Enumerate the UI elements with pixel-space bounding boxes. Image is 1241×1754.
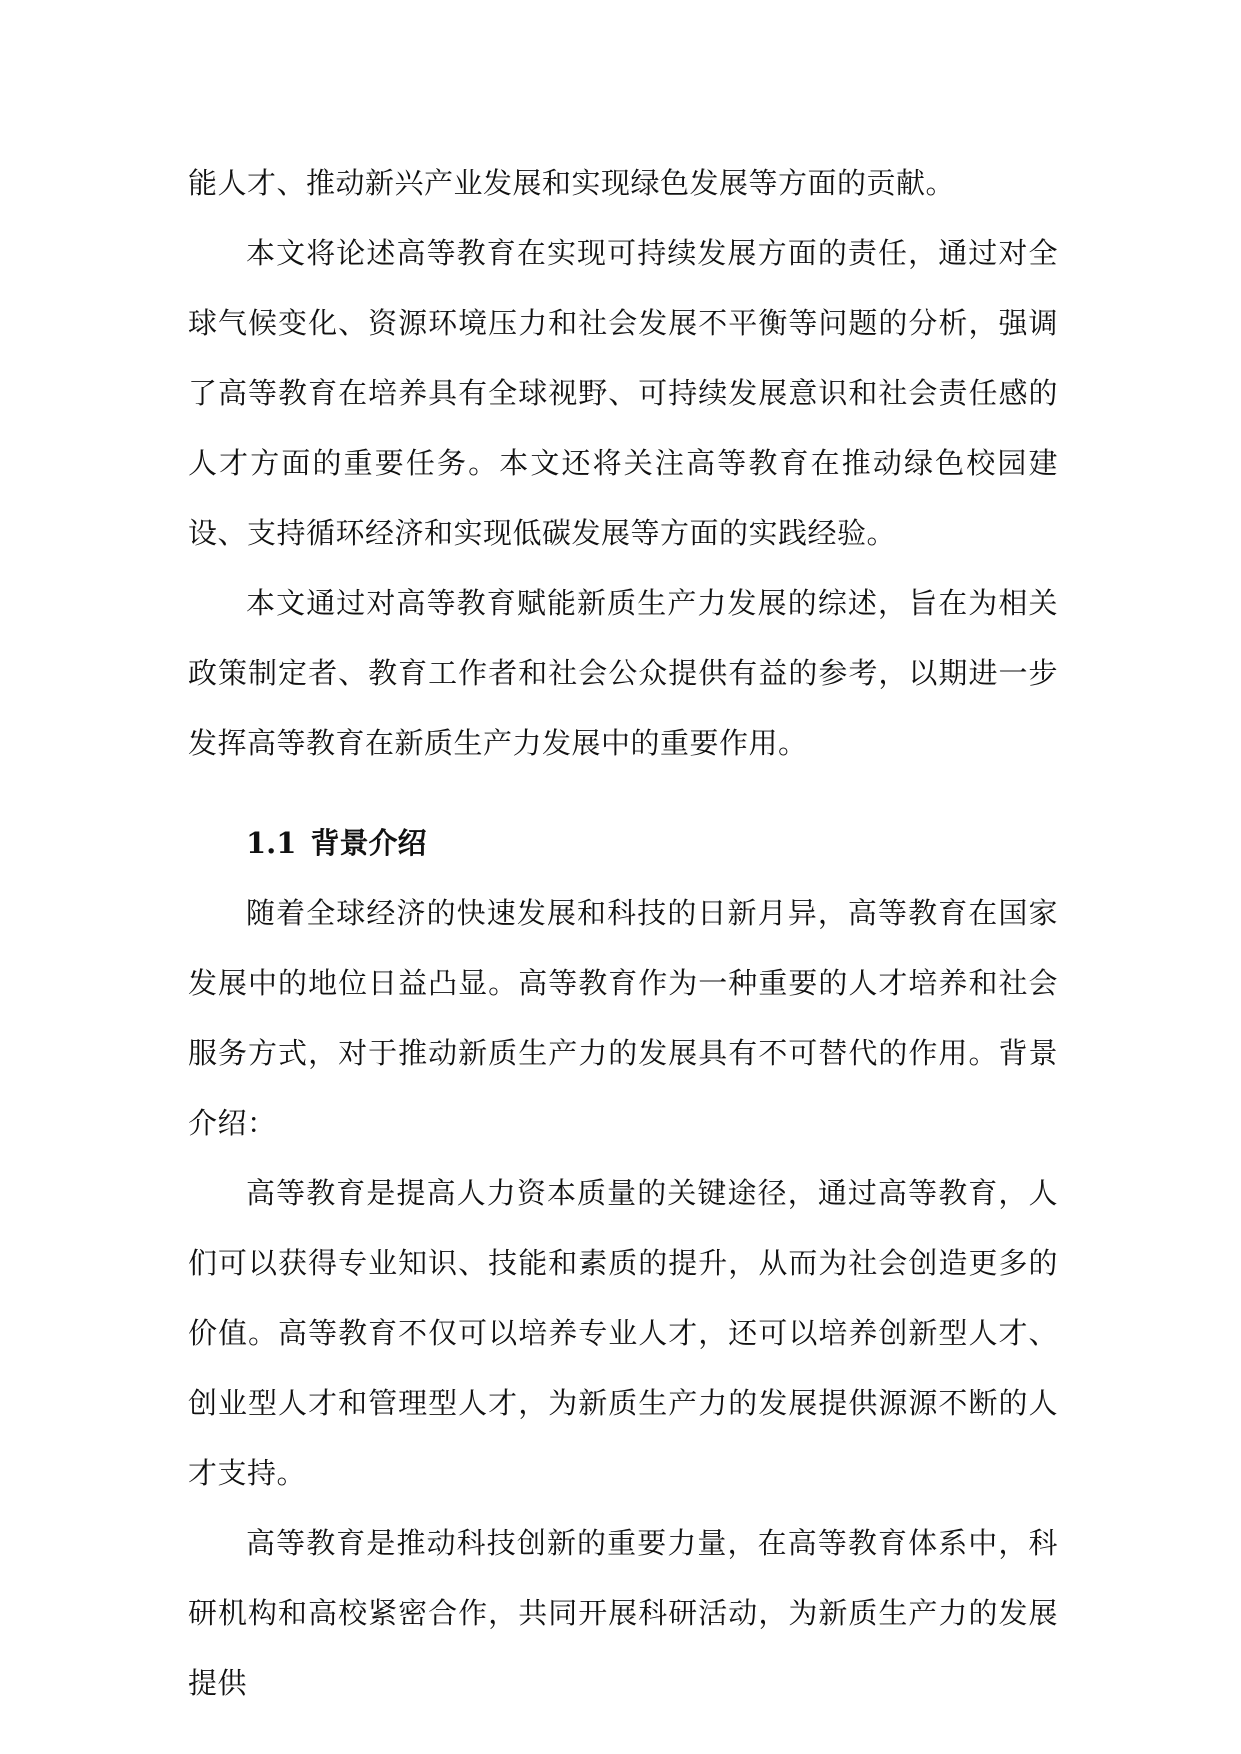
section-heading xyxy=(188,808,1058,878)
paragraph-6: 高等教育是推动科技创新的重要力量，在高等教育体系中，科研机构和高校紧密合作，共同开展科研活动，为新质生产力的发展提供 xyxy=(188,1526,1058,1700)
paragraph-2: 本文将论述高等教育在实现可持续发展方面的责任，通过对全球气候变化、资源环境压力和社会发展不平衡等问题的分析，强调了高等教育在培养具有全球视野、可持续发展意识和社会责任感的人才方面的重要任务。本文还将关注高等教育在推动绿色校园建设、支持循环经济和实现低碳发展等方面的实践经验。 xyxy=(188,236,1058,550)
document-page xyxy=(188,148,1058,1718)
section-number: 1.1 xyxy=(246,826,297,860)
paragraph-4: 随着全球经济的快速发展和科技的日新月异，高等教育在国家发展中的地位日益凸显。高等教育作为一种重要的人才培养和社会服务方式，对于推动新质生产力的发展具有不可替代的作用。背景介绍： xyxy=(188,896,1058,1140)
paragraph-1: 能人才、推动新兴产业发展和实现绿色发展等方面的贡献。 xyxy=(188,166,956,200)
paragraph-5: 高等教育是提高人力资本质量的关键途径，通过高等教育，人们可以获得专业知识、技能和素质的提升，从而为社会创造更多的价值。高等教育不仅可以培养专业人才，还可以培养创新型人才、创业型人才和管理型人才，为新质生产力的发展提供源源不断的人才支持。 xyxy=(188,1176,1058,1490)
section-title: 背景介绍 xyxy=(310,826,427,860)
paragraph-3: 本文通过对高等教育赋能新质生产力发展的综述，旨在为相关政策制定者、教育工作者和社会公众提供有益的参考，以期进一步发挥高等教育在新质生产力发展中的重要作用。 xyxy=(188,586,1058,760)
